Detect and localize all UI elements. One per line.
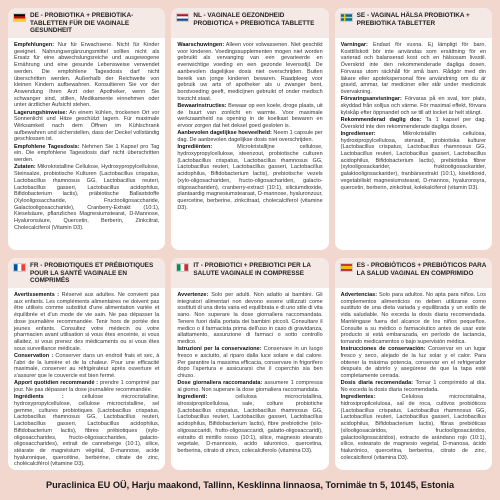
paragraph-label: Ingredientes: xyxy=(340,394,376,401)
paragraph-label: Ingrédients : xyxy=(14,394,64,401)
paragraph-label: Ingredienti: xyxy=(177,394,208,401)
paragraph xyxy=(177,346,322,380)
paragraph-label: Avertissements : xyxy=(14,292,60,298)
paragraph xyxy=(177,130,322,143)
company-address: Puraclinica EU OÜ, Harju maakond, Tallinn, Kesklinna linnaosa, Tornimäe tn 5, 10145, Estonia xyxy=(45,480,455,490)
paragraph xyxy=(341,346,486,380)
paragraph-label: Dosis diaria recomendada: xyxy=(340,380,414,387)
paragraph-label: Avvertenze: xyxy=(177,292,209,298)
paragraph-label: Förvaringsanvisningar: xyxy=(340,96,402,103)
paragraph xyxy=(341,131,486,191)
card-body-se xyxy=(335,38,492,250)
paragraph-label: Zutaten: xyxy=(14,164,36,171)
paragraph xyxy=(14,42,159,109)
paragraph-text: cellulose microcristalline, hydroxypropylcellulose, cellulose microcristalline, sel gemme, cultures probiotiques (Lactobacillus crispatus, Lactobacillus rhamnosus GG, Lactobacillus reuteri, Lactobacillus gasseri, Lactobacillus acidophilus, Bifidobacterium lactis), fibres prébiotiques (xylo-oligosaccharides, fructo-oligosaccharides, galacto-oligosaccharides), extrait de canneberge (10:1), silice, stéarate de magnésium végétal, D-mannose, acide hyaluronique, quercétine, berbérine, citrate de zinc, cholécalciférol (vitamine D3). xyxy=(14,394,160,468)
paragraph-text: Conserver dans un endroit frais et sec, à l'abri de la lumière et de la chaleur. Pour une efficacité maximale, conserver au réfrigérateur après ouverture et s'assurer que le couvercle est bien fermé. xyxy=(14,352,160,380)
card-header-se xyxy=(335,8,492,38)
paragraph xyxy=(341,117,486,130)
paragraph-text: Mikrokristallin cellulosa, hydroxipropylcellulosa, stensalt, probiotiska kulturer (Lactobacillus crispatus, Lactobacillus rhamnosus GG, Lactobacillus reuteri, Lactobacillus gasseri, Lactobacillus acidophilus, Bifidobacterium lactis), prebiotiska fibrer (xylooligosackarider, fruktooligosackarider, galaktooligosackarider), tranbärsextrakt (10:1), kiseldioxid, vegetabiliskt magnesiumstearat, D-mannos, hyaluronsyra, quercetin, berberin, zinkcitrat, kolekalciferol (vitamin D3). xyxy=(340,130,486,191)
germany-flag-icon xyxy=(13,13,26,22)
card-body-fr xyxy=(8,288,165,470)
card-it xyxy=(171,258,328,470)
netherlands-flag-icon xyxy=(176,13,189,22)
paragraph-text: Mikrokristalline Cellulose, Hydroxypropylcellulose, Steinsalze, probiotische Kulturen (Lactobacillus crispatus, Lactobacillus rhamnosus GG, Lactobacillus reuteri, Lactobacillus gasseri, Lactobacillus acidophilus, Bifidobacterium lactis), präbiotische Ballaststoffe (Xylooligosaccharide, Fructooligosaccharide, Galactooligosaccharide), Cranberry-Extrakt (10:1), Kieselsäure, pflanzliches Magnesiumstearat, D-Mannose, Hyaluronsäure, Quercetin, Berberin, Zinkcitrat, Cholecalciferol (Vitamin D3). xyxy=(14,164,160,231)
paragraph-text: prendre 1 comprimé par jour. Ne pas dépasser la dose journalière recommandée. xyxy=(14,380,160,394)
paragraph-text: Microkristallijne cellulose, hydroxypropylcellulose, steenzout, probiotische culturen (Lactobacillus crispatus, Lactobacillus rhamnosus GG, Lactobacillus reuteri, Lactobacillus gasseri, Lactobacillus acidophilus, Bifidobacterium lactis), prebiotische vezels (xylo-oligosachariden, fructo-oligosachariden, galacto-oligosachariden), cranberry-extract (10:1), siliciumdioxide, plantaardig magnesiumstearaat, D-mannose, hyaluronzuur, quercetine, berberine, zinkcitraat, cholecalciferol (vitamine D3). xyxy=(177,144,323,211)
paragraph-text: Conservar en un lugar fresco y seco, alejado de la luz solar y el calor. Para obtener la máxima potencia, conservar en el refrigerador después de abrirlo y asegúrese de que la tapa esté completamente cerrada. xyxy=(340,346,486,380)
paragraph-label: Apport quotidien recommandé : xyxy=(14,380,99,387)
card-title-de: DE - PROBIOTIKA + PREBIOTIKA-TABLETTEN FÜR DIE VAGINALE GESUNDHEIT xyxy=(30,12,134,35)
paragraph xyxy=(177,144,322,211)
card-se xyxy=(335,8,492,250)
card-body-it xyxy=(171,288,328,470)
spain-flag-icon xyxy=(340,263,353,272)
italy-flag-icon xyxy=(176,263,189,272)
paragraph xyxy=(341,96,486,116)
paragraph-text: Conservare in un luogo fresco e asciutto, al riparo dalla luce solare e dal calore. Per garantire la massima efficacia, conservare in frigorifero dopo l'apertura e assicurarsi che il coperchio sia ben chiuso. xyxy=(177,346,323,380)
paragraph-text: Solo para adultos. No apta para niños. Los complementos alimenticios no deben utilizarse como sustituto de una dieta variada y equilibrada y un estilo de vida saludable. No exceda la dosis diaria recomendada. Manténgase fuera del alcance de los niños pequeños. Consulte a su médico o farmacéutico antes de usar este producto si está embarazada, en período de lactancia, tomando medicamentos o bajo supervisión médica. xyxy=(340,292,486,345)
paragraph xyxy=(341,394,486,461)
paragraph xyxy=(177,292,322,346)
card-title-nl: NL - VAGINALE GEZONDHEID PROBIOTICA + PREBIOTICA TABLETTE xyxy=(193,12,315,27)
card-header-it xyxy=(171,258,328,288)
paragraph xyxy=(14,110,159,144)
card-title-se: SE - VAGINAL HÄLSA PROBIOTIKA + PREBIOTIKA TABLETTER xyxy=(356,12,470,27)
paragraph-label: Instrucciones de conservación: xyxy=(340,346,426,353)
paragraph-label: Waarschuwingen: xyxy=(177,42,225,48)
card-title-it: IT - PROBIOTICI + PREBIOTICI PER LA SALUTE VAGINALE IN COMPRESSE xyxy=(193,262,311,277)
card-es xyxy=(335,258,492,470)
paragraph-text: Nehmen Sie 1 Kapsel pro Tag ein. Die empfohlene Tagesdosis darf nicht überschritten werden. xyxy=(14,143,160,164)
card-title-fr: FR - PROBIOTIQUES ET PRÉBIOTIQUES POUR LA SANTÉ VAGINALE EN COMPRIMÉS xyxy=(30,262,154,285)
paragraph-label: Dose giornaliera raccomandata: xyxy=(177,380,263,387)
paragraph-text: Solo per adulti. Non adatto ai bambini. Gli integratori alimentari non devono essere utilizzati come sostituti di una dieta varia ed equilibrata e di uno stile di vita sano. Non superare la dose giornaliera raccomandata. Tenere fuori dalla portata dei bambini piccoli. Consultare il medico o il farmacista prima dell'uso in caso di gravidanza, allattamento, assunzione di farmaci o sotto controllo medico. xyxy=(177,292,323,345)
card-body-nl xyxy=(171,38,328,250)
france-flag-icon xyxy=(13,263,26,272)
paragraph-label: Empfohlene Tagesdosis: xyxy=(14,143,80,150)
paragraph xyxy=(177,103,322,130)
paragraph-label: Istruzioni per la conservazione: xyxy=(177,346,262,353)
paragraph-text: Bewaar op een koele, droge plaats, uit de buurt van zonlicht en warmte. Voor maximale werkzaamheid na opening in de koelkast bewaren en ervoor zorgen dat het deksel goed gesloten is. xyxy=(177,102,323,130)
paragraph xyxy=(177,42,322,102)
card-header-de xyxy=(8,8,165,38)
paragraph-text: Förvaras på en sval, torr plats, skyddad från solljus och värme. För maximal effekt, förvara kylskåp efter öppnandet och se till att locket är helt stängt. xyxy=(340,96,486,116)
paragraph xyxy=(14,292,159,352)
paragraph-label: Rekommenderad daglig dos: xyxy=(340,116,422,123)
paragraph-text: An einem kühlen, trockenen Ort vor Sonnenlicht und Hitze geschützt lagern. Für maximale Wirksamkeit nach dem Öffnen im Kühlschrank aufbewahren und sicherstellen, dass der Deckel vollständig geschlossen ist. xyxy=(14,109,160,143)
paragraph-label: Empfehlungen: xyxy=(14,42,55,48)
paragraph xyxy=(341,42,486,96)
paragraph-text: Endast för vuxna. Ej lämpligt för barn. Kosttillskott bör inte användas som ersättning för en varierad och balanserad kost och en hälsosam livsstil. Överskrid inte den rekommenderade dagliga dosen. Förvaras utom räckhåll för små barn. Rådgör med din läkare eller apotekspersonal före användning om du är gravid, ammar, tar mediciner eller står under medicinsk övervakning. xyxy=(340,42,486,95)
label-grid xyxy=(8,8,492,470)
paragraph-label: Advertencias: xyxy=(340,292,378,298)
paragraph-text: Tomar 1 comprimido al día. No exceda la dosis diaria recomendada. xyxy=(340,380,486,394)
paragraph xyxy=(14,380,159,393)
card-fr xyxy=(8,258,165,470)
paragraph xyxy=(341,380,486,393)
paragraph xyxy=(177,394,322,454)
paragraph-text: Alleen voor volwassenen. Niet geschikt voor kinderen. Voedingssupplementen mogen niet worden gebruikt als vervanging van een gevarieerde en evenwichtige voeding en een gezonde levensstijl. De aanbevolen dagelijkse dosis niet overschrijden. Buiten bereik van jonge kinderen bewaren. Raadpleeg voor gebruik uw arts of apotheker als u zwanger bent, borstvoeding geeft, medicijnen gebruikt of onder medisch toezicht staat. xyxy=(177,42,323,102)
paragraph xyxy=(14,144,159,164)
paragraph-text: Celulosa microcristalina, hidroxipropilcelulosa, sal de roca, cultivos probióticos (Lactobacillus crispatus, Lactobacillus rhamnosus GG, Lactobacillus reuteri, Lactobacillus gasseri, Lactobacillus acidophilus, Bifidobacterium lactis), fibras prebióticas (xilooligosacáridos, fructooligosacáridos, galactooligosacáridos), extracto de arándano rojo (10:1), sílice, estearato de magnesio vegetal, D-manosa, ácido hialurónico, quercetina, berberina, citrato de zinc, colecalciferol (vitamina D3). xyxy=(340,394,486,461)
paragraph-label: Aanbevolen dagelijkse hoeveelheid: xyxy=(177,130,272,137)
paragraph-label: Ingredienser: xyxy=(340,130,376,137)
card-nl xyxy=(171,8,328,250)
paragraph-text: assumere 1 compressa al giorno. Non superare la dose giornaliera raccomandata. xyxy=(177,380,323,394)
card-de xyxy=(8,8,165,250)
card-header-es xyxy=(335,258,492,288)
paragraph-label: Bewaarinstructies: xyxy=(177,102,227,109)
paragraph-text: cellulosa microcristallina, idrossipropilcellulosa, sale, colture probiotiche (Lactobacillus crispatus, Lactobacillus rhamnosus GG, Lactobacillus reuteri, Lactobacillus gasseri, Lactobacillus acidophilus, Bifidobacterium lactis), fibre prebiotiche (xilo-oligosaccaridi, frutto-oligosaccaridi, galatto-oligosaccaridi), estratto di mirtillo rosso (10:1), silice, magnesio stearato vegetale, D-mannosio, acido ialuronico, quercetina, berberina, citrato di zinco, colecalciferolo (vitamina D3). xyxy=(177,394,323,454)
paragraph-text: Ta 1 kapsel per dag. Överskrid inte den rekommenderade dagliga dosen. xyxy=(340,116,486,130)
paragraph-label: Ingrediënten: xyxy=(177,144,213,151)
card-body-es xyxy=(335,288,492,470)
paragraph-label: Varningar: xyxy=(340,42,368,48)
paragraph-text: Réservé aux adultes. Ne convient pas aux enfants. Les compléments alimentaires ne doivent pas être utilisés comme substitut d'une alimentation variée et équilibrée et d'un mode de vie sain. Ne pas dépasser la dose journalière recommandée. Tenir hors de portée des jeunes enfants. Consultez votre médecin ou votre pharmacien avant utilisation si vous êtes enceinte, si vous allaitez, si vous prenez des médicaments ou si vous êtes sous surveillance médicale. xyxy=(14,292,160,352)
card-body-de xyxy=(8,38,165,250)
paragraph-label: Lagerungshinweise: xyxy=(14,109,68,116)
paragraph-text: Nur für Erwachsene. Nicht für Kinder geeignet. Nahrungsergänzungsmittel sollten nicht als Ersatz für eine abwechslungsreiche und ausgewogene Ernährung und eine gesunde Lebensweise verwendet werden. Die empfohlene Tagesdosis darf nicht überschritten werden. Außerhalb der Reichweite von kleinen Kindern aufbewahren. Konsultieren Sie vor der Anwendung Ihren Arzt oder Apotheker, wenn Sie schwanger sind, stillen, Medikamente einnehmen oder unter ärztlicher Aufsicht stehen. xyxy=(14,42,160,109)
card-title-es: ES - PROBIÓTICOS + PREBIÓTICOS PARA LA SALUD VAGINAL EN COMPRIMIDO xyxy=(356,262,487,277)
card-header-nl xyxy=(171,8,328,38)
paragraph xyxy=(14,164,159,231)
paragraph-text: Neem 1 capsule per dag. De aanbevolen dagelijkse dosis niet overschrijden. xyxy=(177,130,323,144)
paragraph xyxy=(341,292,486,346)
paragraph xyxy=(14,353,159,380)
paragraph xyxy=(14,394,159,468)
sweden-flag-icon xyxy=(340,13,353,22)
paragraph xyxy=(177,380,322,393)
card-header-fr xyxy=(8,258,165,288)
paragraph-label: Conservation : xyxy=(14,352,54,359)
